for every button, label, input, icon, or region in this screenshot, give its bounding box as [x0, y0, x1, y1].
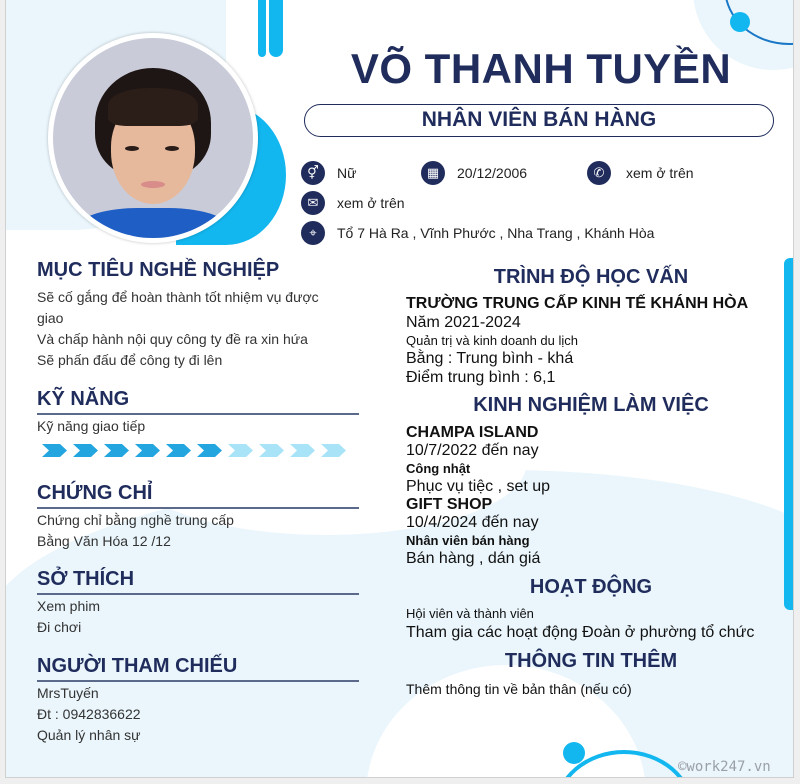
certificate-item: Bằng Văn Hóa 12 /12	[37, 533, 171, 549]
section-skills	[37, 388, 359, 437]
objective-line: Và chấp hành nội quy công ty đề ra xin hứa	[37, 331, 308, 347]
section-heading-activities: HOẠT ĐỘNG	[529, 576, 653, 598]
contact-birthday	[421, 161, 527, 185]
education-gpa: Điểm trung bình : 6,1	[406, 369, 556, 386]
skill-level-empty-icon	[228, 444, 253, 457]
decorative-dot	[730, 12, 750, 32]
job-role: Công nhật	[406, 461, 471, 476]
section-heading: CHỨNG CHỈ	[37, 482, 359, 509]
contact-email	[301, 191, 405, 215]
job-company: CHAMPA ISLAND	[406, 424, 539, 441]
education-major: Quản trị và kinh doanh du lịch	[406, 333, 578, 348]
section-certificates	[37, 482, 359, 552]
school-name: TRƯỜNG TRUNG CẤP KINH TẾ KHÁNH HÒA	[406, 295, 749, 312]
section-heading-additional: THÔNG TIN THÊM	[504, 650, 678, 672]
section-heading-education: TRÌNH ĐỘ HỌC VẤN	[493, 266, 689, 288]
section-heading: MỤC TIÊU NGHỀ NGHIỆP	[37, 259, 280, 281]
skill-level-filled-icon	[73, 444, 98, 457]
cv-page	[5, 0, 794, 778]
email-value: xem ở trên	[337, 195, 405, 211]
candidate-name: VÕ THANH TUYỀN	[350, 45, 732, 92]
additional-info: Thêm thông tin về bản thân (nếu có)	[406, 681, 632, 697]
decorative-side-bar	[784, 258, 794, 610]
gender-icon: ⚥	[301, 161, 325, 185]
job-company: GIFT SHOP	[406, 496, 493, 513]
watermark: ©work247.vn	[678, 759, 771, 775]
objective-line: Sẽ cố gắng để hoàn thành tốt nhiệm vụ được	[37, 289, 319, 305]
reference-position: Quản lý nhân sự	[37, 727, 141, 743]
reference-phone: Đt : 0942836622	[37, 706, 141, 722]
avatar	[53, 38, 253, 238]
skill-level-filled-icon	[135, 444, 160, 457]
skill-name: Kỹ năng giao tiếp	[37, 418, 146, 434]
skill-level-empty-icon	[259, 444, 284, 457]
decorative-bar	[258, 0, 266, 57]
reference-name: MrsTuyến	[37, 685, 99, 701]
job-period: 10/7/2022 đến nay	[406, 442, 539, 459]
contact-address	[301, 221, 654, 245]
section-heading: SỞ THÍCH	[37, 568, 359, 595]
job-period: 10/4/2024 đến nay	[406, 514, 539, 531]
decorative-dot	[563, 742, 585, 764]
skill-level-bar	[42, 444, 346, 457]
phone-icon: ✆	[587, 161, 611, 185]
location-pin-icon: ⌖	[301, 221, 325, 245]
job-role: Nhân viên bán hàng	[406, 533, 530, 548]
skill-level-empty-icon	[290, 444, 315, 457]
skill-level-filled-icon	[104, 444, 129, 457]
skill-level-empty-icon	[321, 444, 346, 457]
hobby-item: Xem phim	[37, 598, 101, 614]
objective-line: giao	[37, 310, 64, 326]
section-heading: NGƯỜI THAM CHIẾU	[37, 655, 359, 682]
section-references	[37, 655, 359, 746]
job-title: NHÂN VIÊN BÁN HÀNG	[304, 104, 774, 137]
skill-level-filled-icon	[42, 444, 67, 457]
certificate-item: Chứng chỉ bằng nghề trung cấp	[37, 512, 234, 528]
phone-value: xem ở trên	[626, 165, 694, 181]
skill-level-filled-icon	[197, 444, 222, 457]
activity-description: Tham gia các hoạt động Đoàn ở phường tổ chức	[406, 624, 755, 641]
section-objective	[37, 259, 359, 371]
section-hobbies	[37, 568, 359, 638]
gender-value: Nữ	[337, 165, 357, 181]
education-years: Năm 2021-2024	[406, 314, 521, 331]
skill-level-filled-icon	[166, 444, 191, 457]
job-description: Bán hàng , dán giá	[406, 550, 541, 567]
objective-line: Sẽ phấn đấu để công ty đi lên	[37, 352, 223, 368]
address-value: Tổ 7 Hà Ra , Vĩnh Phước , Nha Trang , Khánh Hòa	[337, 225, 655, 241]
contact-gender	[301, 161, 356, 185]
section-heading: KỸ NĂNG	[37, 388, 359, 415]
envelope-icon: ✉	[301, 191, 325, 215]
contact-phone	[587, 161, 694, 185]
hobby-item: Đi chơi	[37, 619, 82, 635]
education-degree: Bằng : Trung bình - khá	[406, 350, 574, 367]
activity-role: Hội viên và thành viên	[406, 606, 534, 621]
calendar-icon: ▦	[421, 161, 445, 185]
section-heading-experience: KINH NGHIỆM LÀM VIỆC	[473, 394, 709, 416]
job-description: Phục vụ tiệc , set up	[406, 478, 551, 495]
birthday-value: 20/12/2006	[457, 165, 528, 181]
decorative-bar	[269, 0, 283, 57]
